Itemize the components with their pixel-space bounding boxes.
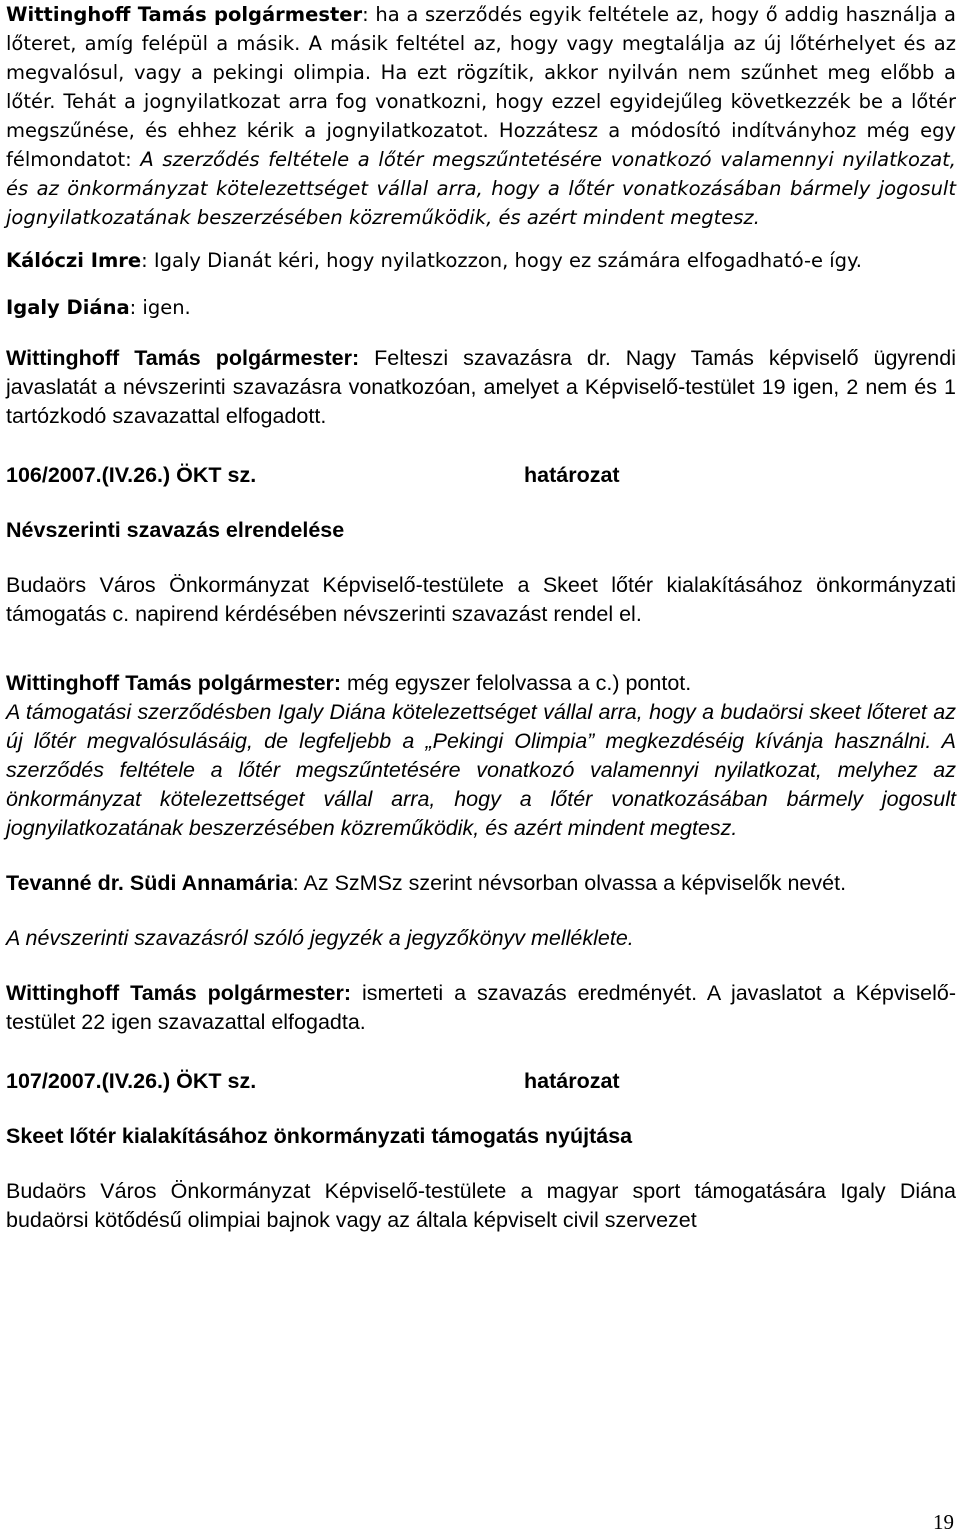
statement-text: : Igaly Dianát kéri, hogy nyilatkozzon, hogy ez számára elfogadható-e így. [141,249,862,272]
paragraph-mayor-vote-1 [6,344,956,431]
resolution-title-107: Skeet lőtér kialakításához önkormányzati támogatás nyújtása [6,1124,633,1148]
resolution-type: határozat [524,1069,620,1093]
statement-text: : igen. [129,296,191,319]
speaker-name: Tevanné dr. Südi Annamária [6,871,293,895]
paragraph-annex-note: A névszerinti szavazásról szóló jegyzék a jegyzőkönyv melléklete. [6,926,634,950]
speaker-name: Kálóczi Imre [6,249,142,272]
page-number: 19 [933,1510,954,1534]
resolution-type: határozat [524,463,620,487]
statement-text: : ha a szerződés egyik feltétele az, hogy ő addig használja a lőteret, amíg felépül a másik. A másik feltétel az, hogy vagy megtalálja az új lőtérhelyet és az megvalósul, vagy a pekingi olimpia. Ha ezt rögzítik, akkor nyilván nem szűnhet meg előbb a lőtér. Tehát a jognyilatkozat arra fog vonatkozni, hogy ezzel egyidejűleg következzék be a lőtér megszűnése, és ehhez kérik a jognyilatkozatot. Hozzátesz a módosító indítványhoz még egy félmondatot: [6,3,957,171]
resolution-number: 106/2007.(IV.26.) ÖKT sz. [6,463,257,487]
speaker-name: Wittinghoff Tamás polgármester: [6,346,360,370]
speaker-name: Igaly Diána [6,296,130,319]
resolution-number: 107/2007.(IV.26.) ÖKT sz. [6,1069,257,1093]
statement-text: : Az SzMSz szerint névsorban olvassa a képviselők nevét. [292,871,847,895]
paragraph-mayor-statement-1 [6,0,956,232]
speaker-name: Wittinghoff Tamás polgármester: [6,671,342,695]
amendment-text: A szerződés feltétele a lőtér megszűntetésére vonatkozó valamennyi nyilatkozat, és az önkormányzat kötelezettséget vállal arra, hogy a lőtér vonatkozásában bármely jogosult jognyilatkozatának beszerzésében közreműködik, és azért mindent megtesz. [6,148,956,229]
statement-text: ismerteti a szavazás eredményét. A javaslatot a Képviselő-testület 22 igen szavazattal elfogadta. [6,981,956,1034]
paragraph-igaly [6,293,956,322]
resolution-body-107: Budaörs Város Önkormányzat Képviselő-testülete a magyar sport támogatására Igaly Diána budaörsi kötődésű olimpiai bajnok vagy az általa képviselt civil szervezet [6,1179,956,1232]
statement-text: Felteszi szavazásra dr. Nagy Tamás képviselő ügyrendi javaslatát a névszerinti szavazásra vonatkozóan, amelyet a Képviselő-testület 19 igen, 2 nem és 1 tartózkodó szavazattal elfogadott. [6,346,956,428]
paragraph-kaloczi [6,246,956,275]
resolution-heading-106 [6,461,956,490]
contract-text: A támogatási szerződésben Igaly Diána kötelezettséget vállal arra, hogy a budaörsi skeet lőteret az új lőtér megvalósulásáig, de legfeljebb a „Pekingi Olimpia” megkezdéséig kívánja használni. A szerződés feltétele a lőtér megszűntetésére vonatkozó valamennyi nyilatkozat, melyhez az önkormányzat kötelezettséget vállal arra, hogy a lőtér vonatkozásában bármely jogosult jognyilatkozatának beszerzésében közreműködik, és azért mindent megtesz. [6,700,956,840]
paragraph-mayor-result [6,979,956,1037]
speaker-name: Wittinghoff Tamás polgármester [6,3,363,26]
speaker-name: Wittinghoff Tamás polgármester: [6,981,352,1005]
resolution-heading-107 [6,1067,956,1096]
paragraph-tevanne [6,869,956,898]
statement-text: még egyszer felolvassa a c.) pontot. [341,671,692,695]
paragraph-mayor-reading [6,669,956,843]
resolution-body-106: Budaörs Város Önkormányzat Képviselő-testülete a Skeet lőtér kialakításához önkormányzati támogatás c. napirend kérdésében névszerinti szavazást rendel el. [6,573,956,626]
resolution-title-106: Névszerinti szavazás elrendelése [6,518,345,542]
document-page [6,0,956,1235]
